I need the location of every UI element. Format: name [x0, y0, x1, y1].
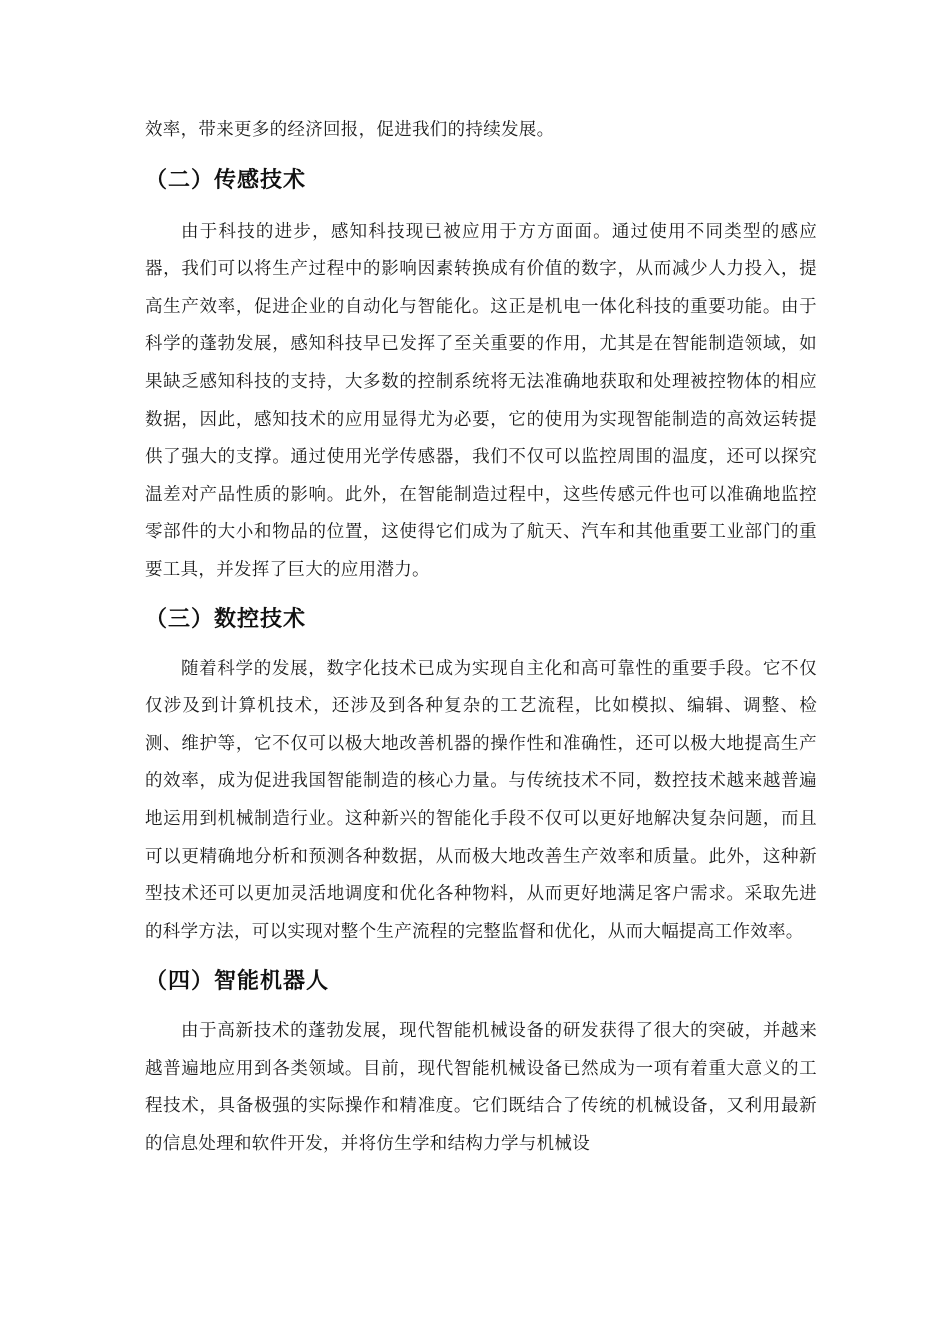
section-heading-intelligent-robots: （四）智能机器人 — [145, 969, 330, 995]
section-paragraph-numerical-control: 随着科学的发展，数字化技术已成为实现自主化和高可靠性的重要手段。它不仅仅涉及到计算机技术，还涉及到各种复杂的工艺流程，比如模拟、编辑、调整、检测、维护等，它不仅可以极大地改善机器的操作性和准确性，还可以极大地提高生产的效率，成为促进我国智能制造的核心力量。与传统技术不同，数控技术越来越普遍地运用到机械制造行业。这种新兴的智能化手段不仅可以更好地解决复杂问题，而且可以更精确地分析和预测各种数据，从而极大地改善生产效率和质量。此外，这种新型技术还可以更加灵活地调度和优化各种物料，从而更好地满足客户需求。采取先进的科学方法，可以实现对整个生产流程的完整监督和优化，从而大幅提高工作效率。 — [145, 658, 817, 942]
section-heading-numerical-control: （三）数控技术 — [145, 606, 307, 632]
intro-paragraph: 效率，带来更多的经济回报，促进我们的持续发展。 — [145, 120, 555, 140]
document-body — [145, 112, 817, 1164]
section-heading-sensing: （二）传感技术 — [145, 167, 307, 193]
section-paragraph-sensing: 由于科技的进步，感知科技现已被应用于方方面面。通过使用不同类型的感应器，我们可以将生产过程中的影响因素转换成有价值的数字，从而减少人力投入，提高生产效率，促进企业的自动化与智能化。这正是机电一体化科技的重要功能。由于科学的蓬勃发展，感知科技早已发挥了至关重要的作用，尤其是在智能制造领域，如果缺乏感知科技的支持，大多数的控制系统将无法准确地获取和处理被控物体的相应数据，因此，感知技术的应用显得尤为必要，它的使用为实现智能制造的高效运转提供了强大的支撑。通过使用光学传感器，我们不仅可以监控周围的温度，还可以探究温差对产品性质的影响。此外，在智能制造过程中，这些传感元件也可以准确地监控零部件的大小和物品的位置，这使得它们成为了航天、汽车和其他重要工业部门的重要工具，并发挥了巨大的应用潜力。 — [145, 221, 817, 580]
section-paragraph-intelligent-robots: 由于高新技术的蓬勃发展，现代智能机械设备的研发获得了很大的突破，并越来越普遍地应用到各类领域。目前，现代智能机械设备已然成为一项有着重大意义的工程技术，具备极强的实际操作和精准度。它们既结合了传统的机械设备，又利用最新的信息处理和软件开发，并将仿生学和结构力学与机械设 — [145, 1021, 817, 1155]
